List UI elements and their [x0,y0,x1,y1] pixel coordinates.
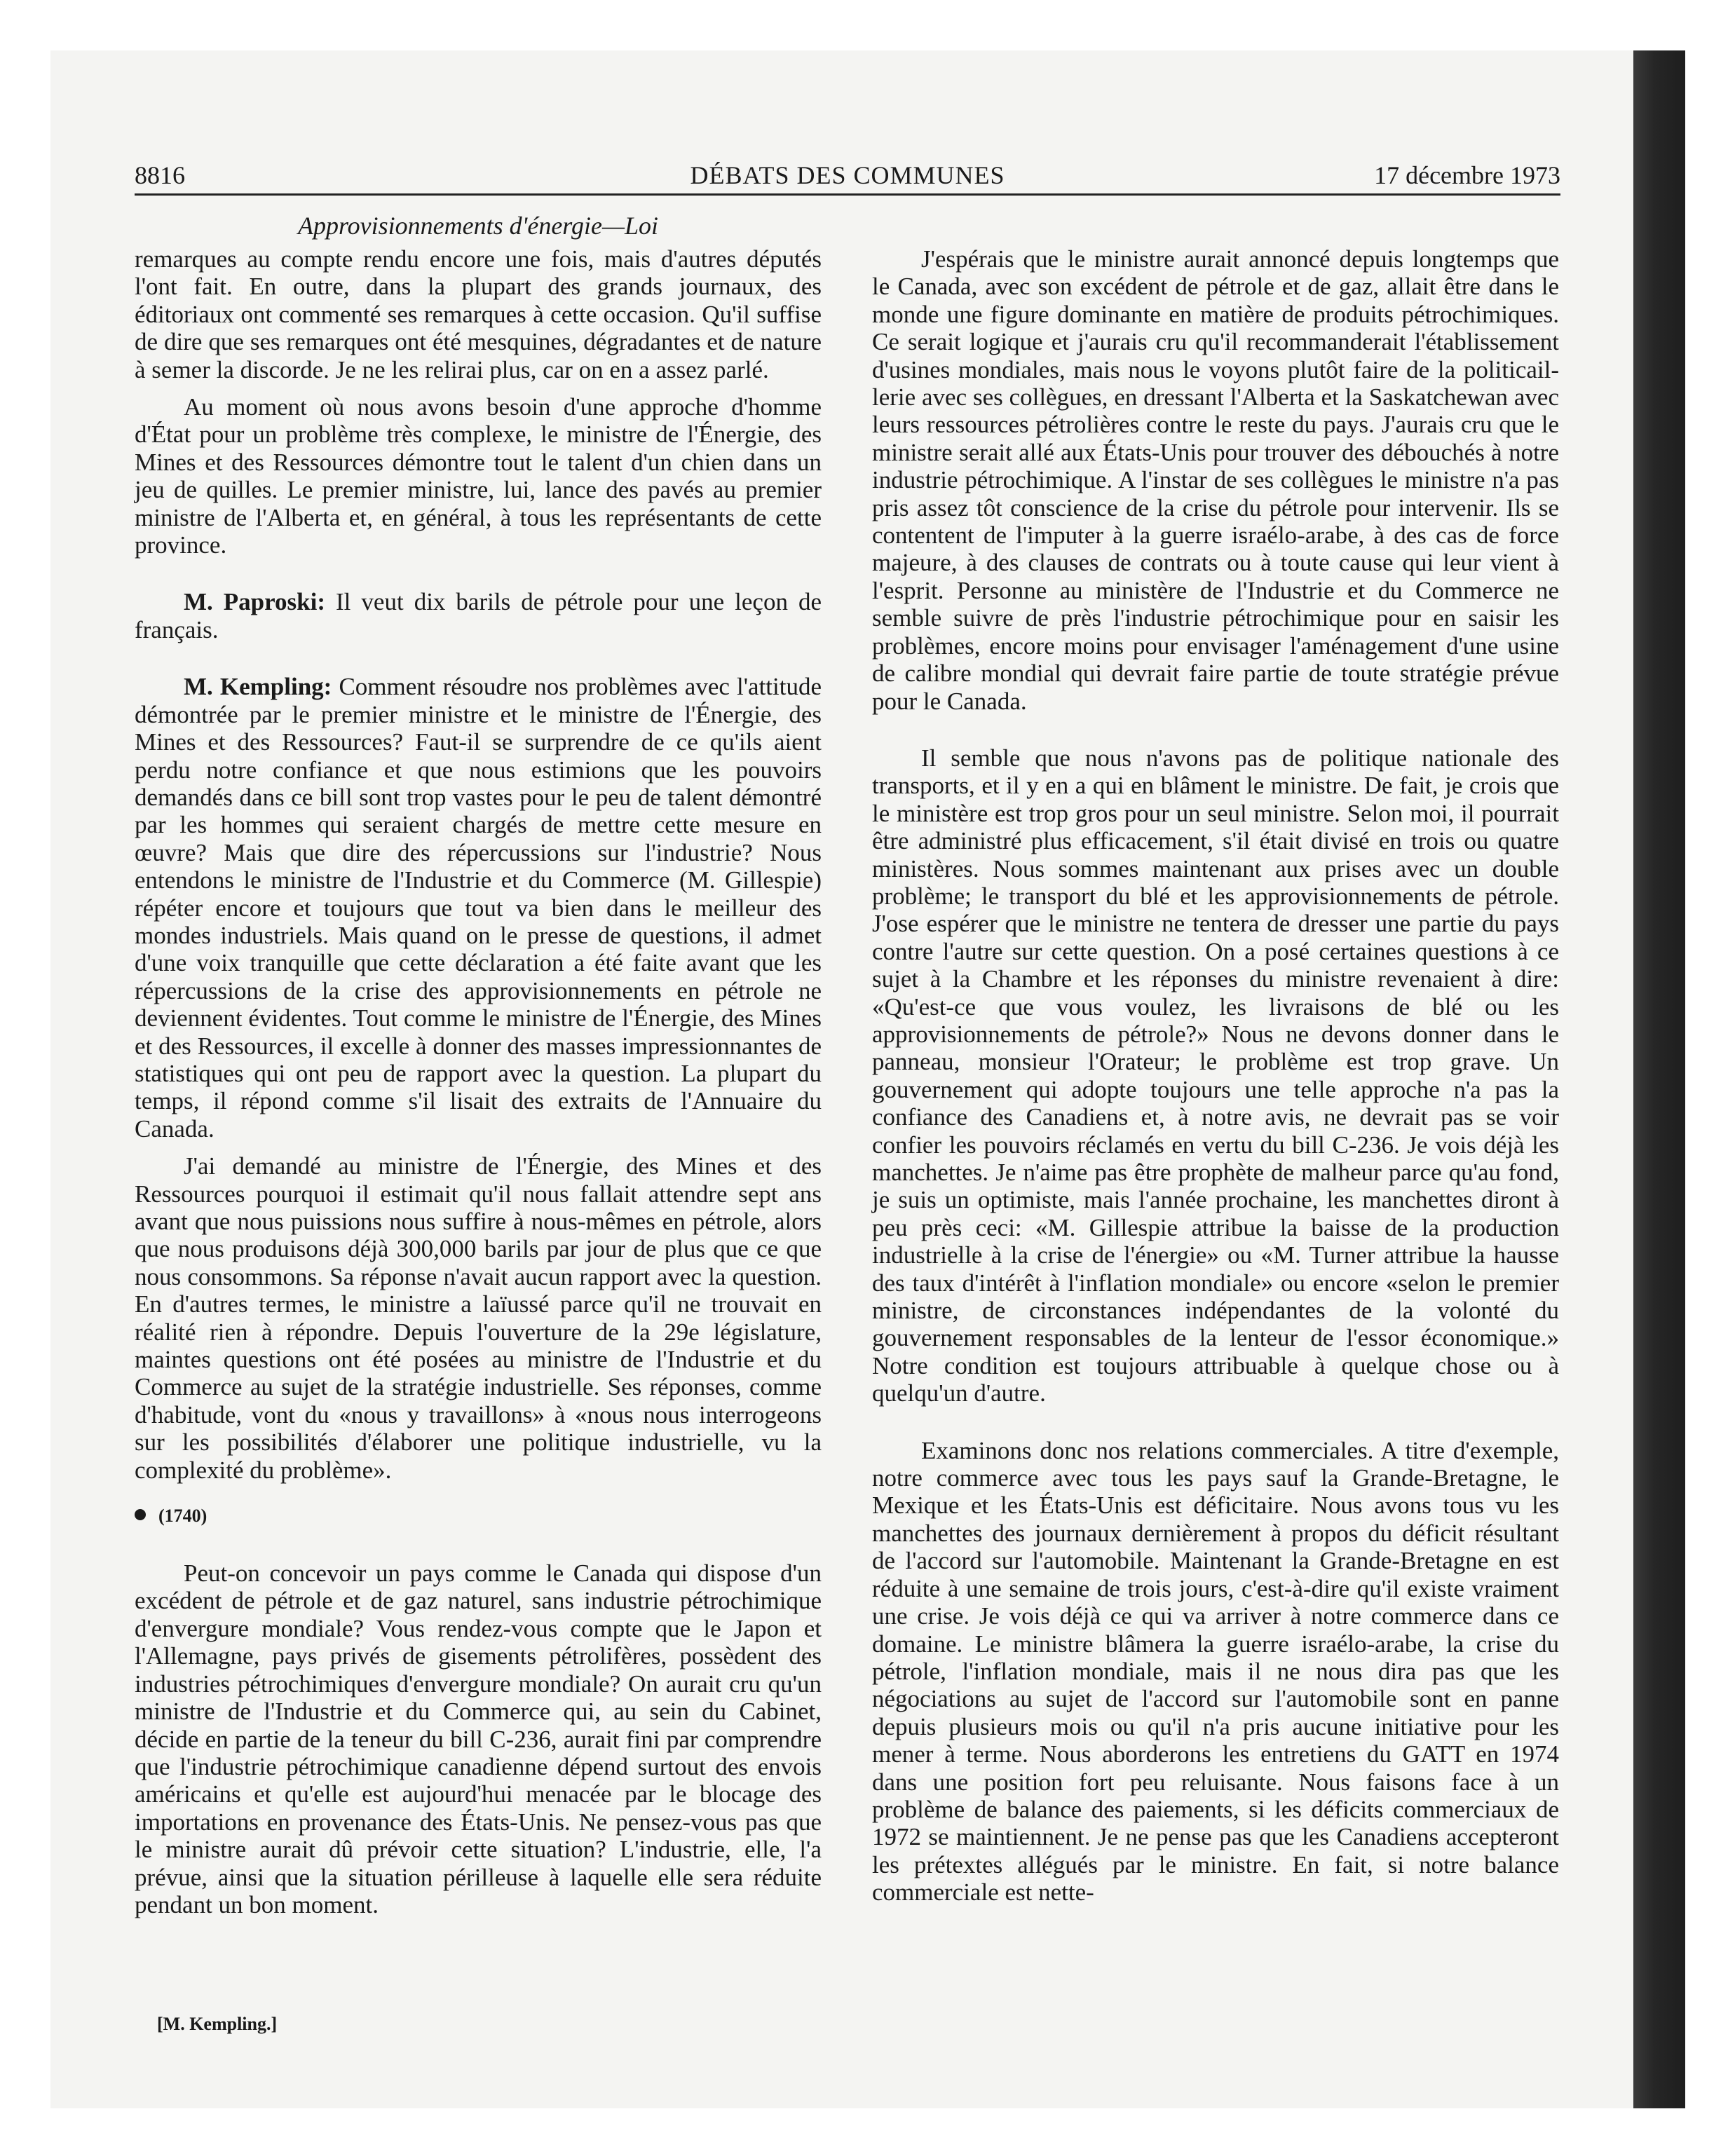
timestamp-text: (1740) [158,1506,207,1527]
timestamp [135,1502,822,1530]
speaker-paragraph [135,588,822,643]
speaker-attribution: [M. Kempling.] [157,2014,278,2034]
paragraph: J'ai demandé au ministre de l'Énergie, des Mines et des Ressources pourquoi il estimait qu'il nous fallait attendre sept ans avant que nous puissions nous suffire à nous-mêmes en pétrole, alors que nous produisons déjà 300,000 barils par jour de plus que ce que nous consommons. Sa réponse n'avait aucun rapport avec la question. En d'autres termes, le ministre a laïussé parce qu'il ne trouvait en réalité rien à répondre. Depuis l'ouverture de la 29e législature, maintes questions ont été posées au ministre de l'Industrie et du Commerce au sujet de la stratégie industrielle. Ses réponses, comme d'habitude, vont du «nous y travaillons» à «nous nous interrogeons sur les possibilités d'élaborer une politique industrielle, vu la complexité du problème». [135,1152,822,1484]
binding-edge [1633,50,1685,2108]
speech-text: Il veut dix barils de pétrole pour une leçon de français. [135,588,822,643]
speech-text: Comment résoudre nos problèmes avec l'attitude démontrée par le premier ministre et le ministre de l'Énergie, des Mines et des Ressources? Faut-il se surprendre de ce qu'ils aient perdu notre confiance et que nous estimions que les pouvoirs demandés dans ce bill sont trop vastes pour le peu de talent démontré par les hommes qui seraient chargés de mettre cette mesure en œuvre? Mais que dire des répercussions sur l'industrie? Nous entendons le ministre de l'Industrie et du Commerce (M. Gillespie) répéter encore et toujours que tout va bien dans le meilleur des mondes industriels. Mais quand on le presse de questions, il admet d'une voix tranquille que cette déclaration a été faite avant que les répercussions de la crise des approvisionnements en pétrole ne deviennent évidentes. Tout comme le ministre de l'Énergie, des Mines et des Ressources, il excelle à donner des masses impressionnantes de statistiques qui ont peu de rapport avec la question. La plupart du temps, il répond comme s'il lisait des extraits de l'Annuaire du Canada. [135,673,822,1142]
right-column [872,245,1559,1906]
paragraph: Examinons donc nos relations commerciales. A titre d'exemple, notre commerce avec tous les pays sauf la Grande-Bretagne, le Mexique et les États-Unis est déficitaire. Nous avons tous vu les manchettes des journaux dernièrement à propos du déficit résultant de l'accord sur l'automobile. Maintenant la Grande-Bretagne en est réduite à une semaine de trois jours, c'est-à-dire qu'il existe vraiment une crise. Je vois déjà ce qui va arriver à notre commerce dans ce domaine. Le ministre blâmera la guerre israélo-arabe, la crise du pétrole, l'inflation mondiale, mais il ne nous dira pas que les négociations au sujet de l'accord sur l'automobile sont en panne depuis plusieurs mois ou qu'il n'a pris aucune initiative pour les mener à terme. Nous aborderons les entretiens du GATT en 1974 dans une position fort peu reluisante. Nous faisons face à un problème de balance des paiements, si les déficits commerciaux de 1972 se maintiennent. Je ne pense pas que les Canadiens accepteront les prétextes allégués par le ministre. En fait, si notre balance commerciale est nette- [872,1436,1559,1906]
paragraph: J'espérais que le ministre aurait annoncé depuis longtemps que le Canada, avec son excédent de pétrole et de gaz, allait être dans le monde une figure dominante en matière de produits pétrochimiques. Ce serait logique et j'aurais cru qu'il recommanderait l'établissement d'usines mondiales, mais nous le voyons plutôt faire de la politicaillerie avec ses collègues, en dressant l'Alberta et la Saskatchewan avec leurs ressources pétrolières contre le reste du pays. J'aurais cru que le ministre serait allé aux États-Unis pour trouver des débouchés à notre industrie pétrochimique. A l'instar de ses collègues le ministre n'a pas pris assez tôt conscience de la crise du pétrole pour intervenir. Ils se contentent de l'imputer à la guerre israélo-arabe, à des cas de force majeure, à des clauses de contrats ou à toute cause qui leur vient à l'esprit. Personne au ministère de l'Industrie et du Commerce ne semble suivre de près l'industrie pétrochimique pour en saisir les problèmes, encore moins pour envisager l'aménagement d'une usine de calibre mondial qui devrait faire partie de toute stratégie prévue pour le Canada. [872,245,1559,715]
header-date: 17 décembre 1973 [1374,161,1560,189]
section-title: Approvisionnements d'énergie—Loi [298,212,658,240]
paragraph: Peut-on concevoir un pays comme le Canada qui dispose d'un excédent de pétrole et de gaz naturel, sans industrie pétrochimique d'envergure mondiale? Vous rendez-vous compte que le Japon et l'Allemagne, pays privés de gisements pétrolifères, possèdent des industries pétrochimiques d'envergure mondiale? On aurait cru qu'un ministre de l'Industrie et du Commerce qui, au sein du Cabinet, décide en partie de la teneur du bill C-236, aurait fini par comprendre que l'industrie pétrochimique canadienne dépend surtout des envois américains et qu'elle est aujourd'hui menacée par le blocage des importations en provenance des États-Unis. Ne pensez-vous pas que le ministre aurait dû prévoir cette situation? L'industrie, elle, l'a prévue, ainsi que la situation périlleuse à laquelle elle sera réduite pendant un bon moment. [135,1560,822,1918]
page-header [135,160,1560,196]
paragraph: Il semble que nous n'avons pas de politique nationale des transports, et il y en a qui en blâment le ministre. De fait, je crois que le ministère est trop gros pour un seul ministre. Selon moi, il pourrait être administré plus efficacement, s'il était divisé en trois ou quatre ministères. Nous sommes maintenant aux prises avec un double problème; le transport du blé et les approvisionnements de pétrole. J'ose espérer que le ministre ne tentera de dresser une partie du pays contre l'autre sur cette question. On a posé certaines questions à ce sujet à la Chambre et les réponses du ministre revenaient à dire: «Qu'est-ce que vous voulez, les livraisons de blé ou les approvisionnements de pétrole?» Nous ne devons donner dans le panneau, monsieur l'Orateur; le problème est trop grave. Un gouvernement qui adopte toujours une telle approche n'a pas la confiance des Canadiens et, à notre avis, ne devrait pas se voir confier les pouvoirs réclamés en vertu du bill C-236. Je vois déjà les manchettes. Je n'aime pas être prophète de malheur parce qu'au fond, je suis un optimiste, mais l'année prochaine, les manchettes diront à peu près ceci: «M. Gillespie attribue la baisse de la production industrielle à la crise de l'énergie» ou «M. Turner attribue la hausse des taux d'intérêt à l'inflation mondiale» ou encore «selon le premier ministre, de circonstances indépendantes de la volonté du gouvernement responsables de la lenteur de l'essor économique.» Notre condition est toujours attribuable à quelque chose ou à quelqu'un d'autre. [872,744,1559,1407]
page-number: 8816 [135,161,185,189]
bullet-icon [135,1509,146,1520]
speaker-name: M. Kempling: [184,673,332,701]
speaker-paragraph [135,673,822,1142]
left-column [135,245,822,1918]
paragraph: remarques au compte rendu encore une fois, mais d'autres députés l'ont fait. En outre, dans la plupart des grands journaux, des éditoriaux ont commenté ses remarques à cette occasion. Qu'il suffise de dire que ses remarques ont été mesquines, dégradantes et de nature à semer la discorde. Je ne les relirai plus, car on en a assez parlé. [135,245,822,383]
speaker-name: M. Paproski: [184,588,326,616]
paragraph: Au moment où nous avons besoin d'une approche d'homme d'État pour un problème très complexe, le ministre de l'Énergie, des Mines et des Ressources démontre tout le talent d'un chien dans un jeu de quilles. Le premier ministre, lui, lance des pavés au premier ministre de l'Alberta et, en général, à tous les représentants de cette province. [135,393,822,559]
journal-title: DÉBATS DES COMMUNES [690,161,1005,189]
